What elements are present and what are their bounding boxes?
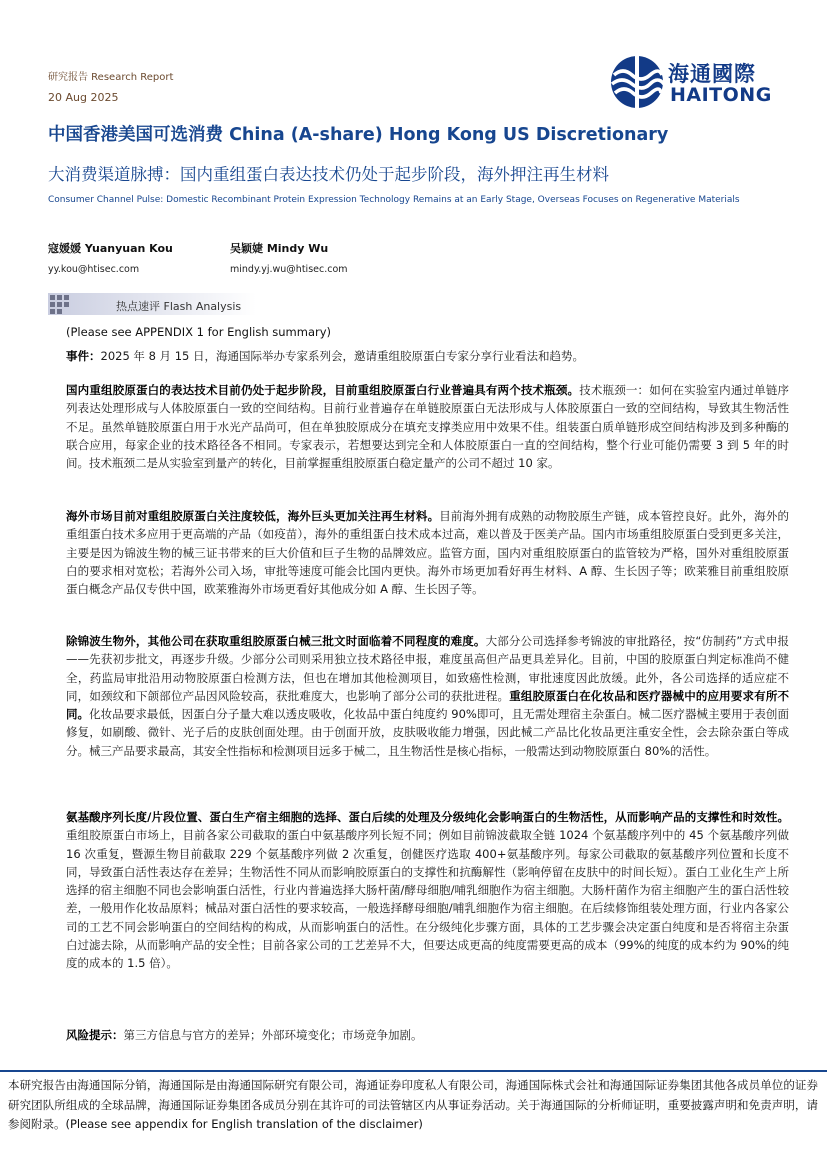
event-text: 2025 年 8 月 15 日，海通国际举办专家系列会，邀请重组胶原蛋白专家分享行业看法和趋势。 [100, 349, 584, 363]
event-paragraph [66, 347, 789, 365]
paragraph-text: 目前海外拥有成熟的动物胶原生产链，成本管控良好。此外，海外的重组蛋白技术多应用于更高端的产品（如疫苗），海外的重组蛋白技术成本过高，难以普及于医美产品。国内市场重组胶原蛋白受到更多关注，主要是因为锦波生物的械三证书带来的巨大价值和巨子生物的品牌效应。监管方面，国内对重组胶原蛋白的监管较为严格，国外对重组胶原蛋白的要求相对宽松；若海外公司入场，审批等速度可能会比国内更快。海外市场更加看好再生材料、A 醇、生长因子等；欧莱雅目前重组胶原蛋白概念产品仅专供中国，欧莱雅海外市场更看好其他成分如 A 醇、生长因子等。 [66, 509, 790, 597]
event-lead: 事件： [66, 349, 101, 363]
author-name: 寇媛媛 Yuanyuan Kou [48, 242, 173, 255]
paragraph-text: 重组胶原蛋白市场上，目前各家公司截取的蛋白中氨基酸序列长短不同；例如目前锦波截取全链 1024 个氨基酸序列中的 45 个氨基酸序列做 16 次重复，暨源生物目前截取 229 个氨基酸序列做 2 次重复，创健医疗选取 400+氨基酸序列。每家公司截取的氨基酸序列位置和长度不同，导致蛋白活性表达存在差异；生物活性不同从而影响胶原蛋白的支撑性和抗酶解性（影响停留在皮肤中的时间长短）。蛋白工业化生产上所选择的宿主细胞不同也会影响蛋白活性，行业内普遍选择大肠杆菌/酵母细胞/哺乳细胞作为宿主细胞。大肠杆菌作为宿主细胞产生的蛋白活性较差，一般用作化妆品原料；械品对蛋白活性的要求较高，一般选择酵母细胞/哺乳细胞作为宿主细胞。在后续修饰组装处理方面，行业内各家公司的工艺不同会影响蛋白的空间结构的构成，从而影响蛋白的活性。在分级纯化步骤方面，具体的工艺步骤会决定蛋白纯度和是否将宿主杂蛋白过滤去除，从而影响产品的安全性；目前各家公司的工艺差异不大，但要达成更高的纯度需要更高的成本（99%的纯度的成本约为 90%的纯度的成本的 1.5 倍）。 [66, 828, 789, 971]
report-title-cn: 大消费渠道脉搏：国内重组蛋白表达技术仍处于起步阶段，海外押注再生材料 [48, 165, 609, 184]
paragraph-text-secondary: 化妆品要求最低，因蛋白分子量大难以透皮吸收，化妆品中蛋白纯度约 90%即可，且无需处理宿主杂蛋白。械二医疗器械主要用于表创面修复，如刷酸、微针、光子后的皮肤创面处理。由于创面开放，皮肤吸收能力增强，因此械二产品比化妆品更注重安全性，会去除杂蛋白等成分。械三产品要求最高，其安全性指标和检测项目远多于械二，且生物活性是核心指标，一般需达到动物胶原蛋白 80%的活性。 [66, 707, 789, 758]
footer-divider [0, 1070, 827, 1072]
paragraph-approval [66, 632, 789, 760]
footer-disclaimer: 本研究报告由海通国际分销，海通国际是由海通国际研究有限公司，海通证券印度私人有限公司，海通国际株式会社和海通国际证券集团其他各成员单位的证券研究团队所组成的全球品牌，海通国际证券集团各成员分别在其许可的司法管辖区内从事证券活动。关于海通国际的分析师证明，重要披露声明和免责声明，请参阅附录。(Please see appendix for English translation of the disclaimer) [8, 1078, 818, 1131]
paragraph-amino-acid [66, 808, 789, 973]
paragraph-lead-secondary: 重组胶原蛋白在化妆品和医疗器械中的应用要求有所不同。 [66, 688, 790, 722]
report-title-en: Consumer Channel Pulse: Domestic Recombinant Protein Expression Technology Remains at an Early Stage, Overseas Focuses on Regenerative Materials [48, 195, 740, 205]
risk-lead: 风险提示： [66, 1028, 124, 1042]
risk-text: 第三方信息与官方的差异；外部环境变化；市场竞争加剧。 [123, 1028, 423, 1042]
author-email[interactable]: mindy.yj.wu@htisec.com [230, 264, 348, 275]
paragraph-lead: 氨基酸序列长度/片段位置、蛋白生产宿主细胞的选择、蛋白后续的处理及分级纯化会影响蛋白的生物活性，从而影响产品的支撑性和时效性。 [66, 810, 789, 824]
author-name: 吴颖婕 Mindy Wu [230, 242, 329, 255]
paragraph-lead: 除锦波生物外，其他公司在获取重组胶原蛋白械三批文时面临着不同程度的难度。 [66, 634, 486, 648]
paragraph-overseas-market [66, 507, 789, 598]
report-type: 研究报告 Research Report [48, 72, 174, 83]
risk-paragraph [66, 1026, 789, 1044]
paragraph-lead: 国内重组胶原蛋白的表达技术目前仍处于起步阶段，目前重组胶原蛋白行业普遍具有两个技术瓶颈。 [66, 383, 580, 397]
flash-analysis-label: 热点速评 Flash Analysis [116, 300, 242, 313]
haitong-wave-logo-icon [608, 54, 666, 110]
appendix-note: (Please see APPENDIX 1 for English summary) [66, 325, 332, 339]
paragraph-lead: 海外市场目前对重组胶原蛋白关注度较低，海外巨头更加关注再生材料。 [66, 509, 440, 523]
logo-chinese: 海通國際 [668, 62, 756, 86]
sector-title: 中国香港美国可选消费 China (A-share) Hong Kong US Discretionary [48, 125, 669, 145]
paragraph-text: 技术瓶颈一：如何在实验室内通过单链序列表达处理形成与人体胶原蛋白一致的空间结构。目前行业普遍存在单链胶原蛋白无法形成与人体胶原蛋白一致的空间结构，导致其生物活性不足。虽然单链胶原蛋白用于水光产品尚可，但在单独胶原成分在填充支撑类应用中效果不佳。组装蛋白质单链形成空间结构涉及到多种酶的联合应用，每家企业的技术路径各不相同。专家表示，若想要达到完全和人体胶原蛋白一直的空间结构，整个行业可能仍需要 3 到 5 年的时间。技术瓶颈二是从实验室到量产的转化，目前掌握重组胶原蛋白稳定量产的公司不超过 10 家。 [66, 383, 790, 471]
logo-english: HAITONG [670, 84, 772, 106]
paragraph-text: 大部分公司选择参考锦波的审批路径，按“仿制药”方式申报——先获初步批文，再逐步升级。少部分公司则采用独立技术路径申报，难度虽高但产品更具差异化。目前，中国的胶原蛋白判定标准尚不健全，药监局审批沿用动物胶原蛋白检测方法，但也在增加其他检测项目，如致癌性检测，审批速度因此放缓。此外，各公司选择的适应症不同，如颈纹和下颌部位产品因风险较高，获批难度大，也影响了部分公司的获批进程。 [66, 634, 789, 703]
report-date: 20 Aug 2025 [48, 91, 119, 104]
author-email[interactable]: yy.kou@htisec.com [48, 264, 140, 275]
paragraph-tech-bottleneck [66, 381, 789, 472]
